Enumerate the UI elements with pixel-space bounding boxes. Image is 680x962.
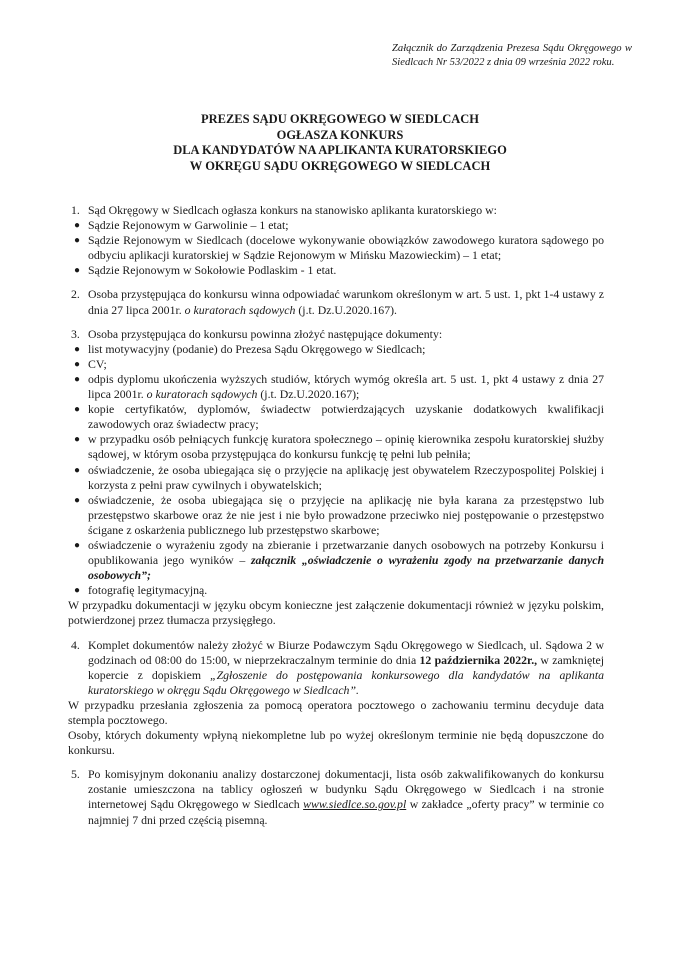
- section-number: 2.: [71, 287, 80, 302]
- bullet-icon: ●: [74, 220, 81, 232]
- bullet-icon: ●: [74, 358, 81, 370]
- section-number: 4.: [71, 637, 80, 652]
- bullet-icon: ●: [74, 373, 81, 385]
- bullet-icon: ●: [74, 585, 81, 597]
- postal-note: W przypadku przesłania zgłoszenia za pomocą operatora pocztowego o zachowaniu terminu decyduje data stempla pocztowego.: [68, 697, 604, 727]
- foreign-docs-note: W przypadku dokumentacji w języku obcym konieczne jest załączenie dokumentacji również w języku polskim, potwierdzonej przez tłumacza przysięgłego.: [68, 598, 604, 628]
- section-2: 2. Osoba przystępująca do konkursu winna odpowiadać warunkom określonym w art. 5 ust. 1, pkt 1-4 ustawy z dnia 27 lipca 2001r. o kuratorach sądowych (j.t. Dz.U.2020.167).: [71, 287, 604, 317]
- bullet-icon: ●: [74, 404, 81, 416]
- bullet-icon: ●: [74, 235, 81, 247]
- list-item: ● fotografię legitymacyjną.: [74, 583, 208, 598]
- bullet-icon: ●: [74, 265, 81, 277]
- list-item: ● CV;: [74, 356, 107, 371]
- document-title: [0, 112, 680, 174]
- section-number: 1.: [71, 203, 80, 217]
- title-line-3: DLA KANDYDATÓW NA APLIKANTA KURATORSKIEGO: [173, 143, 507, 157]
- title-line-2: OGŁASZA KONKURS: [276, 127, 404, 142]
- title-line-1: PREZES SĄDU OKRĘGOWEGO W SIEDLCACH: [200, 112, 480, 126]
- deadline-date: 12 października 2022r.,: [419, 652, 538, 667]
- website-link[interactable]: www.siedlce.so.gov.pl: [303, 797, 407, 812]
- section-1-text: Sąd Okręgowy w Siedlcach ogłasza konkurs na stanowisko aplikanta kuratorskiego w:: [88, 203, 497, 217]
- section-5: 5. Po komisyjnym dokonaniu analizy dostarczonej dokumentacji, lista osób zakwalifikowanych do konkursu zostanie umieszczona na tablicy ogłoszeń w budynku Sądu Okręgowego w Siedlcach i na stronie internetowej Sądu Okręgowego w Siedlcach www.siedlce.so.gov.pl w zakładce „oferty pracy” w terminie co najmniej 7 dni przed częścią pisemną.: [71, 767, 604, 827]
- section-4: 4. Komplet dokumentów należy złożyć w Biurze Podawczym Sądu Okręgowego w Siedlcach, ul. Sądowa 2 w godzinach od 08:00 do 15:00, w nieprzekraczalnym terminie do dnia 12 października 2022r., w zamkniętej kopercie z dopiskiem „Zgłoszenie do postępowania konkursowego dla kandydatów na aplikanta kuratorskiego w okręgu Sądu Okręgowego w Siedlcach”.: [71, 637, 604, 697]
- bullet-icon: ●: [74, 464, 81, 476]
- incomplete-note: Osoby, których dokumenty wpłyną niekompletne lub po wyżej określonym terminie nie będą dopuszczone do konkursu.: [68, 728, 604, 758]
- section-1: [68, 203, 604, 218]
- list-item: ● list motywacyjny (podanie) do Prezesa Sądu Okręgowego w Siedlcach;: [74, 341, 426, 356]
- section-number: 5.: [71, 767, 80, 782]
- annex-header: Załącznik do Zarządzenia Prezesa Sądu Okręgowego w Siedlcach Nr 53/2022 z dnia 09 września 2022 roku.: [392, 43, 632, 68]
- bullet-icon: ●: [74, 343, 81, 355]
- list-item: ● oświadczenie, że osoba ubiegająca się o przyjęcie na aplikację nie była karana za przestępstwo lub przestępstwo skarbowe oraz że nie jest i nie było prowadzone przeciwko niej postępowanie o przestępstwo ścigane z oskarżenia publicznego lub przestępstwo skarbowe;: [74, 492, 604, 537]
- list-item: ● w przypadku osób pełniących funkcję kuratora społecznego – opinię kierownika zespołu kuratorskiej służby sądowej, w którym osoba przystępująca do konkursu funkcję tę pełni lub pełniła;: [74, 432, 604, 462]
- title-line-4: W OKRĘGU SĄDU OKRĘGOWEGO W SIEDLCACH: [189, 158, 491, 173]
- section-3: 3. Osoba przystępująca do konkursu powinna złożyć następujące dokumenty:: [71, 326, 443, 341]
- list-item: ● oświadczenie, że osoba ubiegająca się o przyjęcie na aplikację jest obywatelem Rzeczypospolitej Polskiej i korzysta z pełni praw cywilnych i obywatelskich;: [74, 462, 604, 492]
- list-item: ● Sądzie Rejonowym w Sokołowie Podlaskim - 1 etat.: [74, 263, 337, 278]
- list-item: ● oświadczenie o wyrażeniu zgody na zbieranie i przetwarzanie danych osobowych na potrzeby Konkursu i opublikowania jego wyników – załącznik „oświadczenie o wyrażeniu zgody na przetwarzanie danych osobowych”;: [74, 537, 604, 583]
- document-body: [68, 203, 604, 828]
- list-item: ● kopie certyfikatów, dyplomów, świadectw potwierdzających uzyskanie dodatkowych kwalifikacji zawodowych oraz świadectw pracy;: [74, 402, 604, 432]
- list-item: ● Sądzie Rejonowym w Garwolinie – 1 etat;: [74, 218, 289, 233]
- bullet-icon: ●: [74, 539, 81, 551]
- list-item: ● odpis dyplomu ukończenia wyższych studiów, których wymóg określa art. 5 ust. 1, pkt 4 ustawy z dnia 27 lipca 2001r. o kuratorach sądowych (j.t. Dz.U.2020.167);: [74, 371, 604, 402]
- list-item: ● Sądzie Rejonowym w Siedlcach (docelowe wykonywanie obowiązków zawodowego kuratora sądowego po odbyciu aplikacji kuratorskiej w Sądzie Rejonowym w Mińsku Mazowieckim) – 1 etat;: [74, 233, 604, 263]
- bullet-icon: ●: [74, 434, 81, 446]
- bullet-icon: ●: [74, 494, 81, 506]
- section-number: 3.: [71, 326, 80, 341]
